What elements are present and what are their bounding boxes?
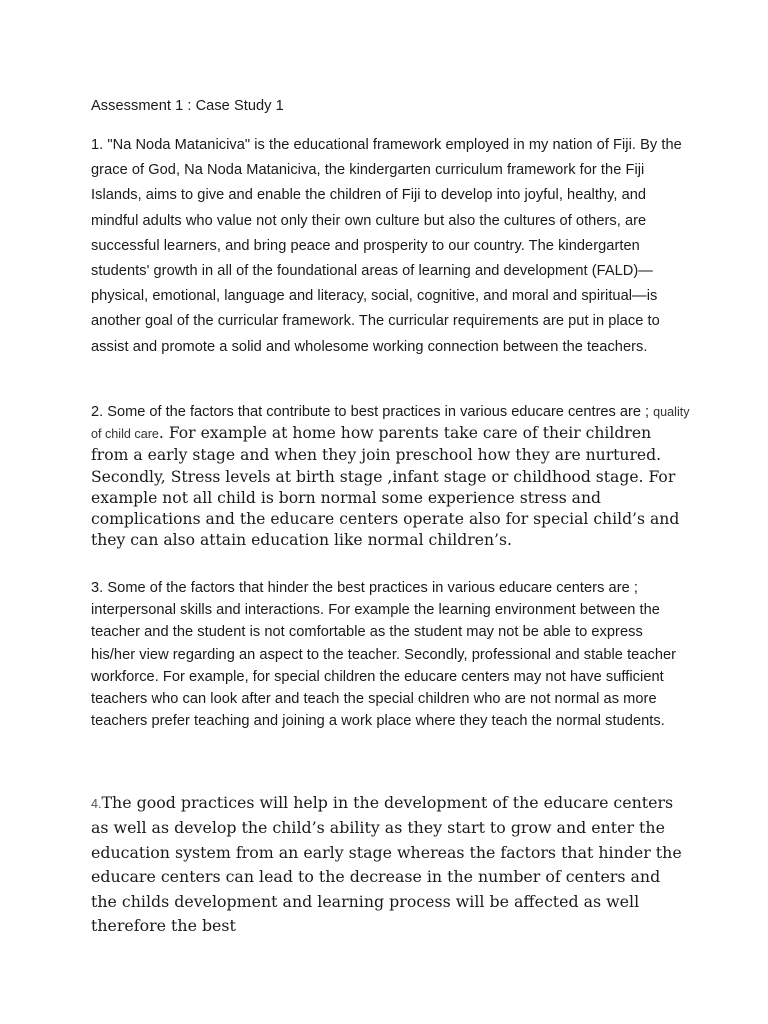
paragraph-3: 3. Some of the factors that hinder the best practices in various educare centers are ; interpersonal skills and interactions. For example the learning environment between the teacher and the student is not comfortable as the student may not be able to express his/her view regarding an aspect to the teacher. Secondly, professional and stable teacher workforce. For example, for special children the educare centers may not have sufficient teachers who can look after and teach the special children who are not normal as more teachers prefer teaching and joining a work place where they teach the normal students. xyxy=(91,580,677,730)
paragraph-1: 1. "Na Noda Mataniciva" is the educational framework employed in my nation of Fiji. By the grace of God, Na Noda Mataniciva, the kindergarten curriculum framework for the Fiji Islands, aims to give and enable the children of Fiji to develop into joyful, healthy, and mindful adults who value not only their own culture but also the cultures of others, are successful learners, and bring peace and prosperity to our country. The kindergarten students' growth in all of the foundational areas of learning and development (FALD)—physical, emotional, language and literacy, social, cognitive, and moral and spiritual—is another goal of the curricular framework. The curricular requirements are put in place to assist and promote a solid and wholesome working connection between the teachers. xyxy=(91,137,682,355)
paragraph-2-highlight: quality of child care xyxy=(91,405,690,442)
paragraph-2-body: . For example at home how parents take care of their children from a early stage and when they join preschool how they are nurtured. Secondly, Stress levels at birth stage ,infant stage or childhood stage. For example not all child is born normal some experience stress and complications and the educare centers operate also for special child’s and they can also attain education like normal children’s. xyxy=(91,424,680,550)
paragraph-2 xyxy=(91,401,691,551)
paragraph-4-number: 4. xyxy=(91,797,102,811)
paragraph-4 xyxy=(91,791,691,938)
paragraph-4-body: The good practices will help in the development of the educare centers as well as develop the child’s ability as they start to grow and enter the education system from an early stage whereas the factors that hinder the educare centers can lead to the decrease in the number of centers and the childs development and learning process will be affected as well therefore the best xyxy=(91,793,682,936)
document-title: Assessment 1 : Case Study 1 xyxy=(91,98,284,114)
paragraph-2-lead: 2. Some of the factors that contribute to best practices in various educare centres are ; xyxy=(91,404,654,420)
